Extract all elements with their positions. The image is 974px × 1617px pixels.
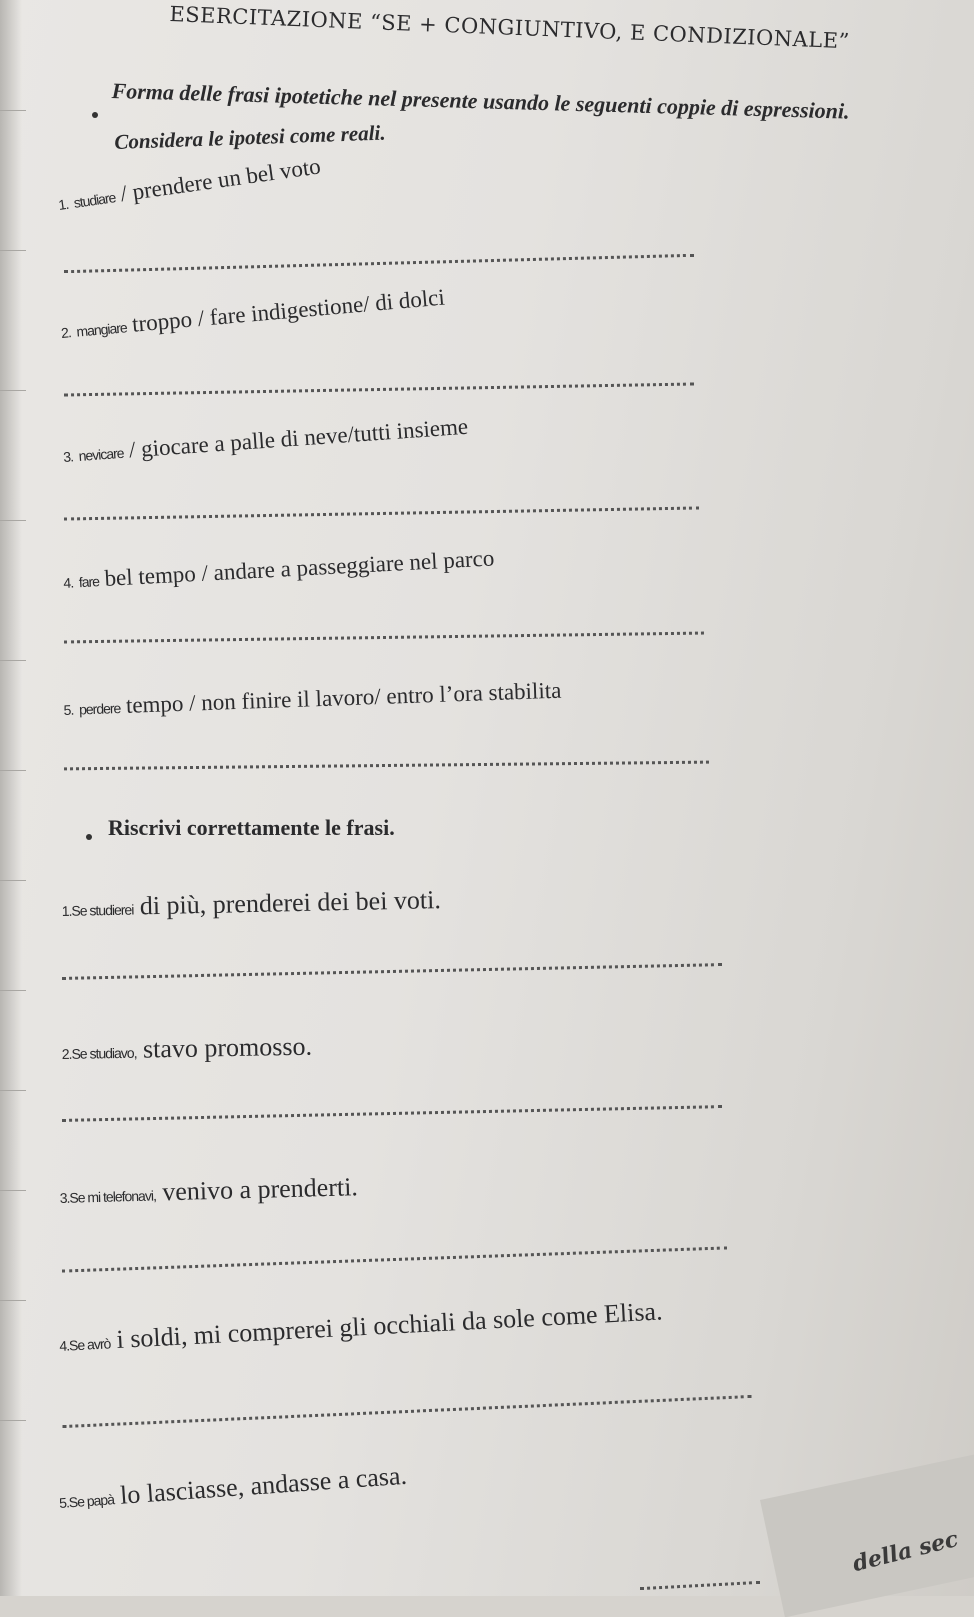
item-lead: perdere bbox=[78, 700, 121, 718]
exercise-item bbox=[62, 414, 469, 468]
item-lead: studiare bbox=[72, 189, 117, 211]
exercise-item bbox=[61, 885, 441, 923]
answer-line[interactable] bbox=[64, 254, 694, 273]
answer-line[interactable] bbox=[62, 1105, 722, 1122]
bullet-icon bbox=[92, 112, 98, 118]
exercise-item bbox=[63, 678, 562, 721]
item-lead: Se papà bbox=[68, 1491, 115, 1511]
item-lead: mangiare bbox=[75, 319, 128, 340]
answer-line[interactable] bbox=[64, 761, 709, 771]
section-heading: Riscrivi correttamente le frasi. bbox=[108, 815, 395, 840]
exercise-item bbox=[60, 285, 446, 344]
item-lead: Se studiavo, bbox=[71, 1044, 137, 1062]
item-text: venivo a prenderti. bbox=[155, 1172, 359, 1207]
exercise-item bbox=[56, 153, 322, 216]
item-text: tempo / non finire il lavoro/ entro l’ora stabilita bbox=[119, 677, 562, 719]
worksheet-title: ESERCITAZIONE “SE + CONGIUNTIVO, E CONDIZIONALE” bbox=[169, 2, 851, 54]
item-number: 4. bbox=[58, 1337, 70, 1355]
item-text: lo lasciasse, andasse a casa. bbox=[112, 1460, 408, 1511]
exercise-item bbox=[58, 1296, 663, 1358]
answer-line[interactable] bbox=[62, 1395, 751, 1428]
item-number: 5. bbox=[63, 701, 74, 719]
item-lead: nevicare bbox=[78, 444, 125, 464]
answer-line[interactable] bbox=[640, 1581, 760, 1590]
answer-line[interactable] bbox=[62, 963, 722, 980]
answer-line[interactable] bbox=[64, 383, 694, 397]
exercise-item bbox=[61, 1032, 312, 1066]
item-number: 3. bbox=[59, 1189, 70, 1207]
item-text: stavo promosso. bbox=[136, 1031, 313, 1064]
page-edge-shadow bbox=[0, 0, 22, 1596]
item-text: / giocare a palle di neve/tutti insieme bbox=[122, 413, 469, 463]
item-text: i soldi, mi comprerei gli occhiali da sole come Elisa. bbox=[109, 1296, 664, 1355]
item-number: 1. bbox=[61, 902, 72, 920]
exercise-item bbox=[59, 1172, 358, 1210]
instruction-line-2: Considera le ipotesi come reali. bbox=[114, 120, 386, 154]
item-number: 4. bbox=[63, 574, 74, 592]
item-number: 2. bbox=[60, 324, 72, 342]
item-text: / prendere un bel voto bbox=[113, 153, 323, 208]
item-text: bel tempo / andare a passeggiare nel parco bbox=[98, 545, 495, 592]
item-lead: fare bbox=[78, 573, 100, 591]
item-lead: Se avrò bbox=[68, 1335, 111, 1354]
exercise-item bbox=[58, 1461, 408, 1515]
answer-line[interactable] bbox=[64, 632, 704, 644]
item-text: troppo / fare indigestione/ di dolci bbox=[125, 284, 446, 338]
item-number: 1. bbox=[57, 195, 70, 214]
item-number: 2. bbox=[61, 1045, 72, 1063]
exercise-item bbox=[63, 545, 495, 594]
next-page-fragment: della sec bbox=[850, 1525, 961, 1578]
item-number: 5. bbox=[58, 1494, 70, 1512]
item-lead: Se studierei bbox=[71, 901, 134, 919]
item-number: 3. bbox=[62, 448, 74, 466]
instruction-line-1: Forma delle frasi ipotetiche nel presente usando le seguenti coppie di espressioni. bbox=[111, 78, 850, 124]
answer-line[interactable] bbox=[64, 506, 699, 520]
item-text: di più, prenderei dei bei voti. bbox=[132, 885, 442, 921]
item-lead: Se mi telefonavi, bbox=[69, 1187, 157, 1206]
answer-line[interactable] bbox=[62, 1246, 727, 1272]
bullet-icon bbox=[86, 834, 92, 840]
